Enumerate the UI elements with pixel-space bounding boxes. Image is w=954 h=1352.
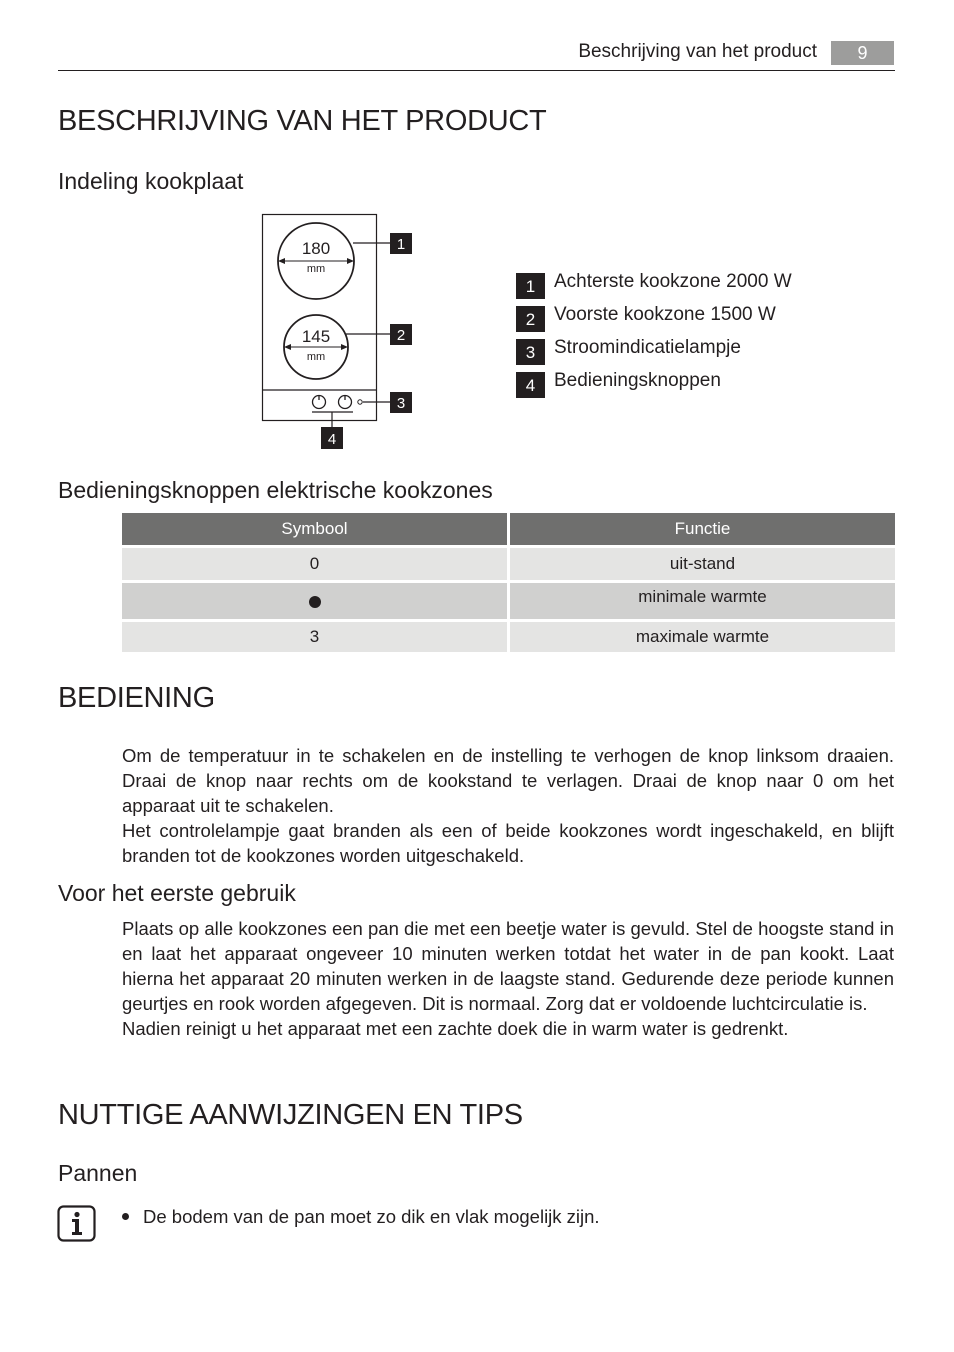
info-icon — [57, 1205, 97, 1243]
subtitle-first-use: Voor het eerste gebruik — [58, 880, 296, 906]
callout-label-4: 4 — [327, 431, 337, 448]
subtitle-layout: Indeling kookplaat — [58, 168, 244, 194]
operation-text — [122, 743, 894, 868]
column-header-symbol: Symbool — [122, 513, 510, 545]
function-cell: uit-stand — [510, 545, 895, 580]
paragraph: Om de temperatuur in te schakelen en de instelling te verhogen de knop linksom draaien. Draai de knop naar rechts om de kookstand te verlagen. Draai de knop naar 0 om het apparaat uit te schakelen. — [122, 745, 894, 816]
subtitle-controls: Bedieningsknoppen elektrische kookzones — [58, 477, 493, 503]
function-cell: minimale warmte — [510, 580, 895, 619]
symbol-cell: 3 — [122, 619, 510, 652]
section-title-product: BESCHRIJVING VAN HET PRODUCT — [58, 105, 547, 137]
column-header-function: Functie — [510, 513, 895, 545]
table-row — [122, 545, 895, 580]
first-use-text — [122, 916, 894, 1041]
table-header-row — [122, 513, 895, 545]
rear-zone-diameter: 180 — [301, 239, 331, 258]
function-cell: maximale warmte — [510, 619, 895, 652]
legend-text: Bedieningsknoppen — [554, 370, 721, 391]
page-number-badge: 9 — [831, 41, 894, 65]
symbol-cell — [122, 580, 510, 619]
section-title-operation: BEDIENING — [58, 682, 215, 714]
legend-number: 4 — [516, 372, 545, 398]
legend-text: Stroomindicatielampje — [554, 337, 741, 358]
bullet-text: De bodem van de pan moet zo dik en vlak mogelijk zijn. — [143, 1206, 600, 1227]
legend-number: 1 — [516, 273, 545, 299]
dot-icon — [309, 596, 321, 608]
bullet-icon — [122, 1213, 129, 1220]
table-row — [122, 619, 895, 652]
hob-diagram — [255, 206, 425, 458]
rear-zone-unit: mm — [306, 263, 326, 275]
legend-text: Achterste kookzone 2000 W — [554, 271, 792, 292]
section-title-tips: NUTTIGE AANWIJZINGEN EN TIPS — [58, 1099, 523, 1131]
front-zone-diameter: 145 — [301, 327, 331, 346]
table-row — [122, 580, 895, 619]
callout-label-3: 3 — [396, 395, 406, 412]
legend-number: 3 — [516, 339, 545, 365]
running-header: Beschrijving van het product — [578, 41, 817, 62]
callout-label-2: 2 — [396, 327, 406, 344]
paragraph: Het controlelampje gaat branden als een of beide kookzones wordt ingeschakeld, en blijft branden tot de kookzones worden uitgeschakeld. — [122, 820, 894, 866]
callout-label-1: 1 — [396, 236, 406, 253]
front-zone-unit: mm — [306, 351, 326, 363]
header-rule — [58, 70, 895, 71]
paragraph: Plaats op alle kookzones een pan die met een beetje water is gevuld. Stel de hoogste stand in en laat het apparaat ongeveer 10 minuten werken totdat het water in de pan kookt. Laat hierna het apparaat 20 minuten werken in de laagste stand. Gedurende deze periode kunnen geurtjes en rook worden afgegeven. Dit is normaal. Zorg dat er voldoende luchtcirculatie is. — [122, 918, 894, 1014]
legend-number: 2 — [516, 306, 545, 332]
symbol-cell: 0 — [122, 545, 510, 580]
list-item — [122, 1204, 600, 1229]
controls-table — [122, 513, 895, 652]
subtitle-pans: Pannen — [58, 1160, 138, 1186]
paragraph: Nadien reinigt u het apparaat met een zachte doek die in warm water is gedrenkt. — [122, 1018, 789, 1039]
legend-text: Voorste kookzone 1500 W — [554, 304, 776, 325]
